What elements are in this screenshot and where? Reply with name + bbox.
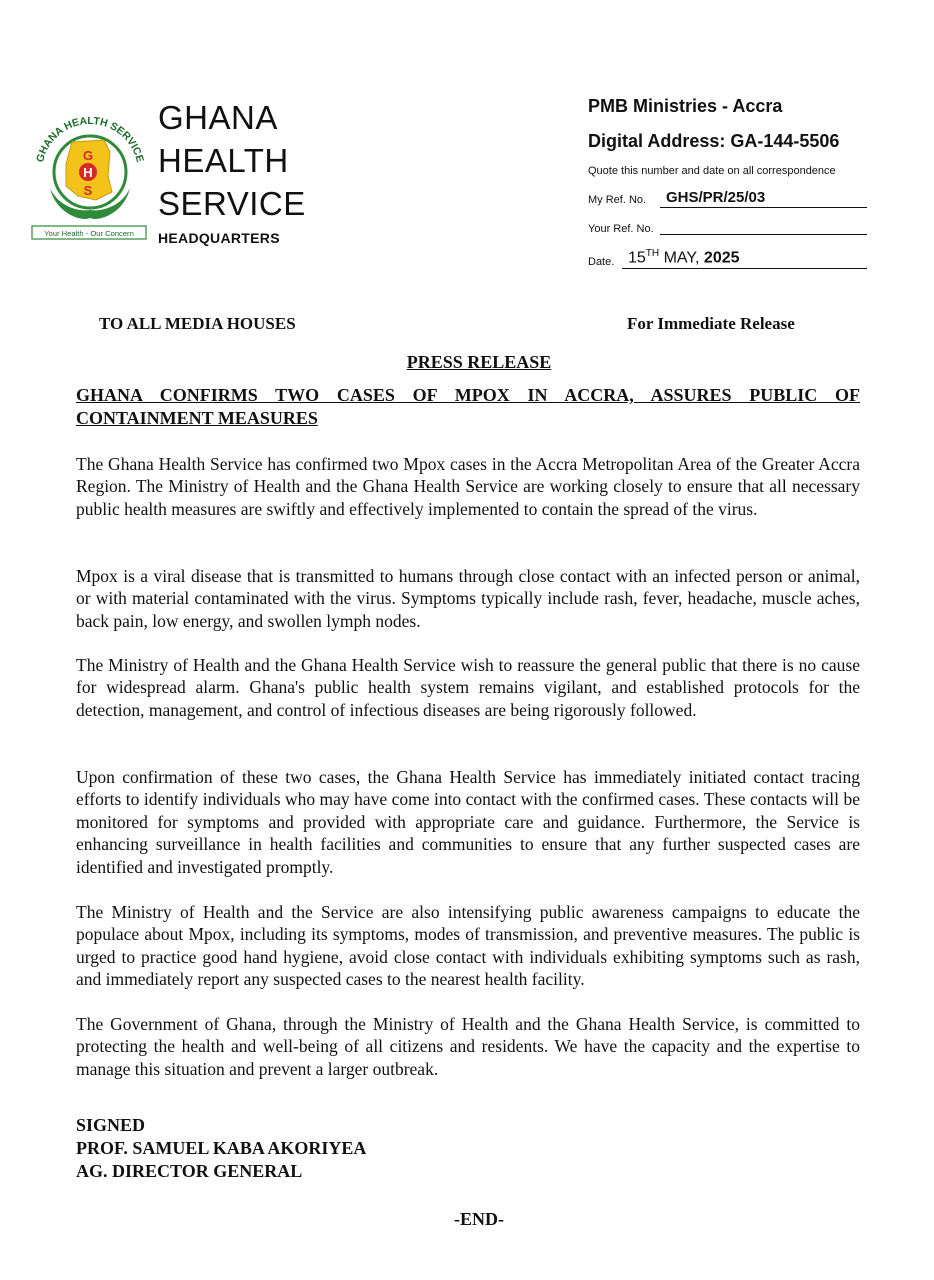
to-media-houses: TO ALL MEDIA HOUSES	[99, 314, 296, 333]
pmb-address: PMB Ministries - Accra	[588, 96, 783, 116]
org-name-line-3: SERVICE	[158, 185, 306, 222]
ghs-logo	[26, 92, 150, 242]
my-ref-label: My Ref. No.	[588, 194, 647, 206]
paragraph-6: The Government of Ghana, through the Ministry of Health and the Ghana Health Service, is committed to protecting the health and well-being of all citizens and residents. We have the capacity and the expertise to manage this situation and prevent a larger outbreak.	[76, 1014, 860, 1079]
press-release-title: PRESS RELEASE	[406, 352, 552, 372]
for-immediate-release: For Immediate Release	[627, 314, 795, 333]
logo-letter-h: H	[83, 165, 93, 180]
org-name-line-2: HEALTH	[158, 142, 289, 179]
your-ref-underline	[660, 234, 867, 235]
paragraph-2: Mpox is a viral disease that is transmitted to humans through close contact with an infected person or animal, or with material contaminated with the virus. Symptoms typically include rash, fever, headache, muscle aches, back pain, low energy, and swollen lymph nodes.	[76, 566, 860, 631]
paragraph-5: The Ministry of Health and the Service are also intensifying public awareness campaigns to educate the populace about Mpox, including its symptoms, modes of transmission, and preventive measures. The public is urged to practice good hand hygiene, avoid close contact with individuals exhibiting symptoms such as rash, and immediately report any suspected cases to the nearest health facility.	[76, 902, 860, 990]
paragraph-1: The Ghana Health Service has confirmed two Mpox cases in the Accra Metropolitan Area of the Greater Accra Region. The Ministry of Health and the Ghana Health Service are working closely to ensure that all necessary public health measures are swiftly and effectively implemented to contain the spread of the virus.	[76, 454, 860, 519]
logo-arc-text: GHANA HEALTH SERVICE	[34, 114, 146, 164]
date-value	[628, 248, 740, 267]
date-underline	[622, 268, 867, 269]
my-ref-value: GHS/PR/25/03	[666, 189, 766, 206]
end-marker: -END-	[454, 1209, 504, 1229]
logo-letter-g: G	[82, 148, 94, 163]
paragraph-3: The Ministry of Health and the Ghana Health Service wish to reassure the general public that there is no cause for widespread alarm. Ghana's public health system remains vigilant, and established protocols for the detection, management, and control of infectious diseases are being rigorously followed.	[76, 655, 860, 720]
date-year: 2025	[703, 249, 740, 267]
my-ref-underline	[660, 207, 867, 208]
date-suffix: TH	[645, 248, 660, 259]
org-name-line-1: GHANA	[158, 99, 278, 136]
date-label: Date.	[588, 256, 615, 268]
logo-letter-s: S	[83, 183, 93, 198]
date-month: MAY,	[663, 249, 700, 267]
paragraph-4: Upon confirmation of these two cases, the Ghana Health Service has immediately initiated contact tracing efforts to identify individuals who may have come into contact with the confirmed cases. These contacts will be monitored for symptoms and provided with appropriate care and guidance. Furthermore, the Service is enhancing surveillance in health facilities and communities to ensure that any further suspected cases are identified and investigated promptly.	[76, 767, 860, 877]
org-headquarters: HEADQUARTERS	[158, 230, 280, 246]
digital-address: Digital Address: GA-144-5506	[588, 131, 840, 151]
signatory-title: AG. DIRECTOR GENERAL	[76, 1161, 303, 1181]
logo-motto: Your Health - Our Concern	[44, 229, 134, 238]
your-ref-label: Your Ref. No.	[588, 223, 654, 235]
headline: GHANA CONFIRMS TWO CASES OF MPOX IN ACCRA, ASSURES PUBLIC OF CONTAINMENT MEASURES	[76, 385, 860, 428]
quote-note: Quote this number and date on all correspondence	[588, 165, 836, 177]
date-day: 15	[628, 249, 646, 267]
signed-label: SIGNED	[76, 1115, 146, 1135]
signatory-name: PROF. SAMUEL KABA AKORIYEA	[76, 1138, 367, 1158]
